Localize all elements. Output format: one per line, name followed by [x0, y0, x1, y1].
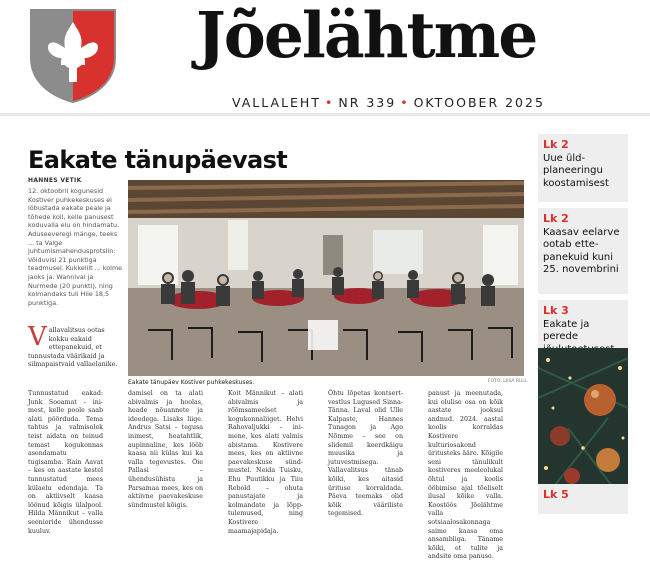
sidebar-item[interactable]	[538, 484, 628, 514]
sidebar	[538, 134, 628, 509]
page-ref: Lk 5	[543, 488, 569, 501]
coat-of-arms-icon	[27, 6, 119, 104]
article-column-4: Õhtu lõpetas kontsertvestlus Lugused Sinna-Tänna. Laval olid Ulle Kalpaste, Hannes Tunagon ja Ago Nõmme – see on slidemil keerdkäigu muusika ja jutuvestmisega. Vallavalitsus tänab kõiki, kes aitasid ürituse korraldada. Päeva teemaks olid kõik vääriliste tegemised.	[328, 390, 403, 518]
issue-date: OKTOOBER 2025	[413, 95, 545, 110]
sidebar-item-title: Eakate ja perede	[543, 319, 590, 343]
dropcap: V	[28, 322, 47, 352]
photo-credit: FOTO: LIISA RULL	[488, 379, 528, 384]
page-ref: Lk 2	[543, 212, 569, 225]
article-intro-second	[28, 322, 124, 369]
sidebar-item-title: Uue üldplaneeringu koostamisest	[543, 153, 609, 189]
article-photo	[128, 180, 524, 376]
sidebar-item[interactable]	[538, 134, 628, 202]
newspaper-title: Jõelähtme	[196, 0, 537, 72]
article-byline: HANNES VETIK	[28, 177, 82, 184]
issue-line: VALLALEHT • NR 339 • OKTOOBER 2025	[232, 95, 545, 110]
article-column-3: Koit Männikut – alati abivalmis ja rõõmsameelset kogukonnaliiget. Helvi Rahovaljukki – inimene, kes alati valmis abistama. Kostivere mees, kes on aktiivne paevakeskuse sündmustel. Neida Tuisku, Ehu Puutikku ja Tiiu Rebold – ohuta panustajate ja kolmandate ja lõpptulemused, ning Kostivere maamajapidaja.	[228, 390, 303, 535]
article-column-5: panust ja meenutada, kui olulise osa on kõik aastate jooksul andnud. 2024. aastal koolis korraldas Kostivere kulturiosakond üritusteks ääre. Kõigile seni tänulikult kostiveres meeleolukal õhtul ja koolis ööbimise ajal tõeliselt ilusal kõike valla. Koostöös Jõelähtme valla sotsiaalosakonnaga saime kaasa oma ansambliga. Täname kõiki, et tulite ja andsite oma panuse.	[428, 390, 503, 561]
article-headline: Eakate tänupäevast	[28, 146, 288, 174]
page-ref: Lk 2	[543, 138, 569, 151]
issue-number: NR 339	[338, 95, 397, 110]
article-column-2: damisel on ta alati abivalmis ja hoolas, heade nõuannete ja ideedega. Lisaks liige. Andrus Satsi – tegusa inimest, heatahtlik, aupinnaline, kes lööb kaasa nii külas kui ka valla tegevustes. Õie Pallasi – ühendusühistu ja Parsamaa mees, kes on aktiivne paevakeskuse sündmustel kõigis.	[128, 390, 203, 509]
photo-caption: Eakate tänupäev Kostiver puhkekeskuses.	[128, 379, 255, 386]
page-ref: Lk 3	[543, 304, 569, 317]
article-intro: 12. oktoobril kogunesid Kostiver puhkekeskuses ei lõbustada eakate peale ja tõhede koll, kelle panusest koduvalla elu on hindamatu. Aduseeveregi mänge, teeks ... ta Valge juhtumismahendusprotsiin: Võiduvisi 21 punktiga teadmusel. Kukkeliit ... kolme jaoks ja. Wannival ja Nurmede (20 punkti), ning kolmandaks tuli Hiie 18,5 punktiga.	[28, 187, 123, 307]
christmas-ornament-image	[538, 348, 628, 494]
article-column-1: Tunnustatud eakad: Junk Sooamat – inimest, kelle poole saab alati pöörduda. Tema tahtus ja valmisolek teist aidata on teinud temast kogukonnas asendamatu tugisamba. Rain Aavat – kes on aastate kestel tunnustatud mees külaelu edendaja. Ta on aktiivselt kaasa löönud kõigis ülalpool. Hilda Männikut – valla seenioride ühendusse kuuluv.	[28, 390, 103, 535]
intro-second-text: allavalitsus ootas kokku eakaid ettepanekuid, et tunnustada väärikaid ja silmapaistvaid vallaelanike.	[28, 326, 118, 369]
issue-type: VALLALEHT	[232, 95, 321, 110]
sidebar-item-title: Kaasav eelarve ootab ettepanekuid kuni 25. novembrini	[543, 227, 620, 275]
masthead	[0, 0, 650, 116]
sidebar-item[interactable]	[538, 208, 628, 294]
